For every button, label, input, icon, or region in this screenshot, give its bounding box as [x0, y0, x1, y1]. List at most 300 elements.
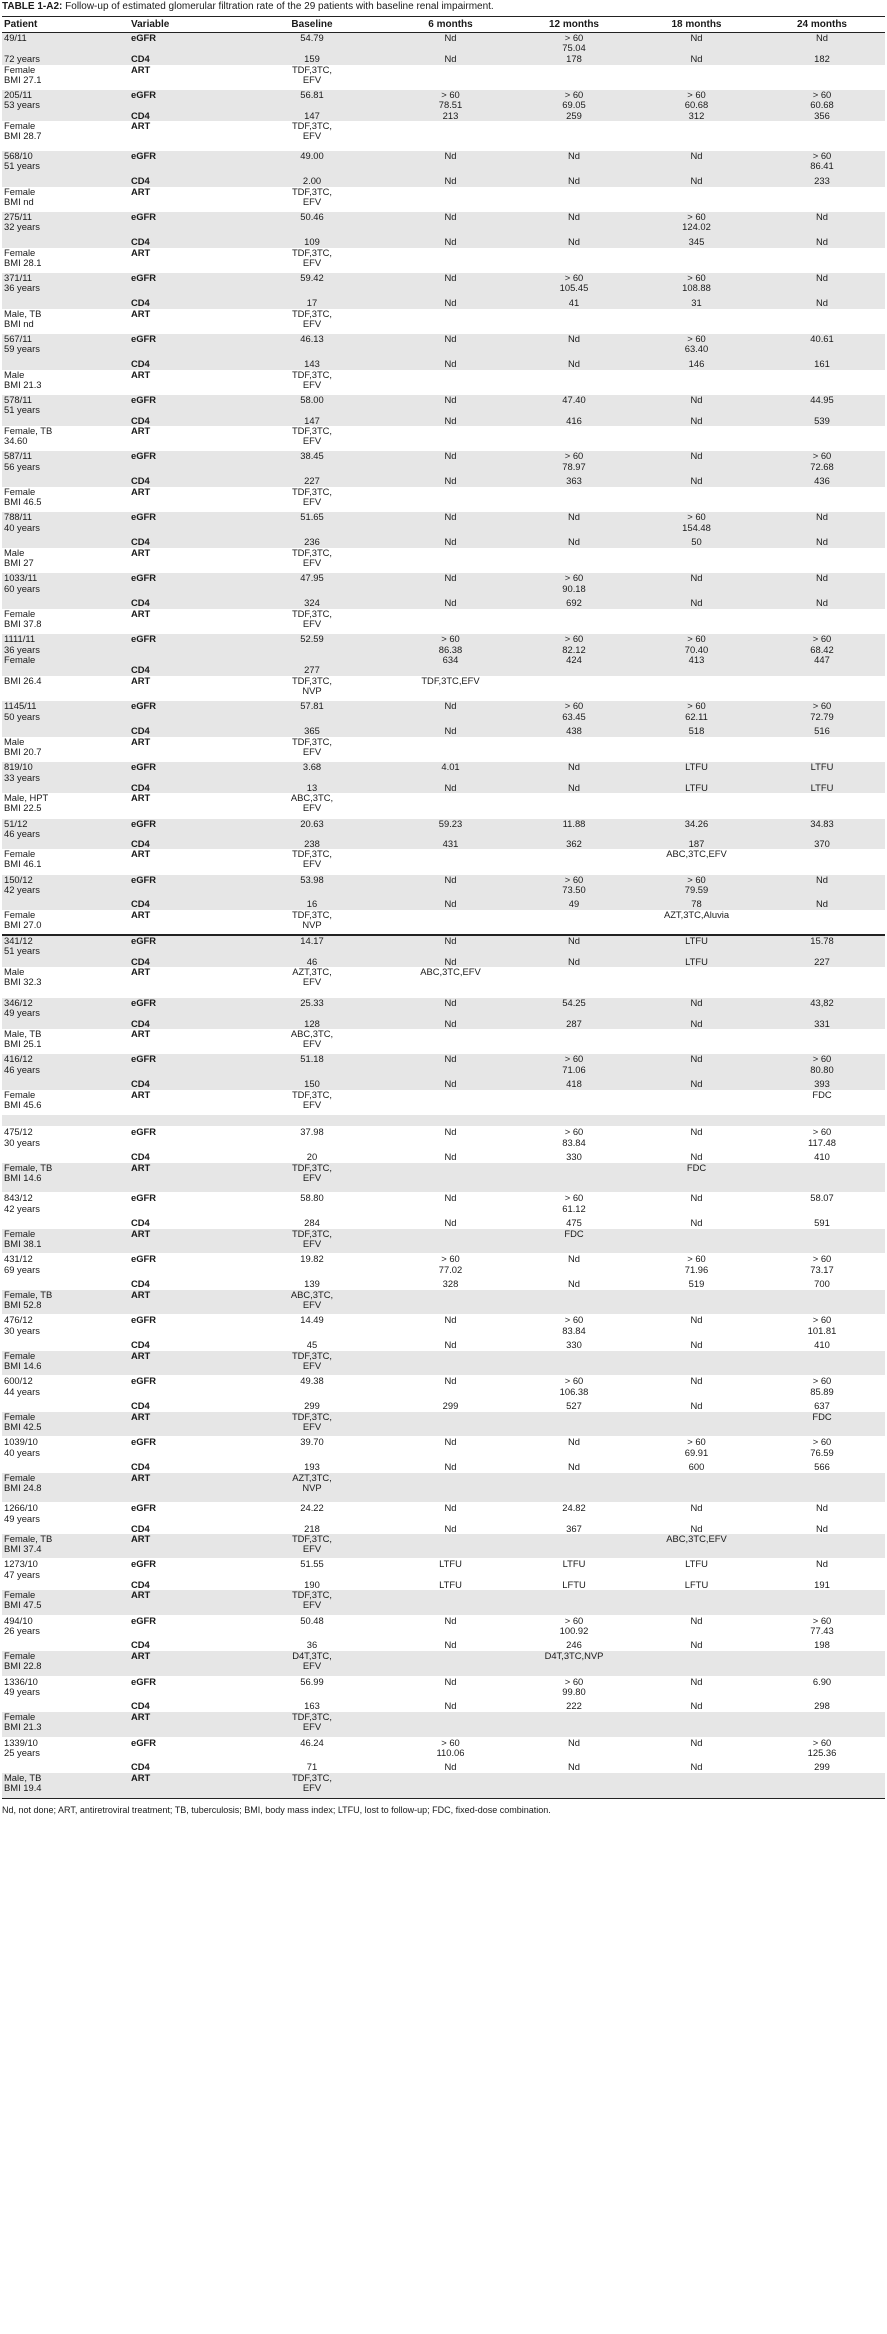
patient-group [2, 212, 885, 273]
table-row [2, 1351, 885, 1376]
patient-cell: 587/11 56 years [2, 451, 129, 476]
month-18-cell: Nd [690, 1399, 703, 1411]
month-12-cell [514, 967, 634, 998]
month-24-cell: > 60 76.59 [810, 1436, 834, 1458]
month-12-cell: 41 [514, 298, 634, 309]
baseline-cell: 19.82 [300, 1253, 324, 1265]
month-24-cell: 34.83 [759, 818, 885, 839]
table-caption-text: Follow-up of estimated glomerular filtration rate of the 29 patients with baseline renal impairment. [62, 1, 494, 12]
baseline-cell: 236 [237, 537, 387, 548]
patient-group [2, 634, 885, 701]
month-6-cell: Nd [444, 1614, 457, 1626]
table-row [2, 65, 885, 90]
variable-cell: CD4 [129, 416, 237, 426]
month-24-cell: 40.61 [759, 334, 885, 359]
table-row [2, 998, 885, 1019]
patient-cell: Female, TB 34.60 [4, 424, 53, 447]
baseline-cell: TDF,3TC, EFV [237, 1590, 387, 1615]
variable-cell: eGFR [131, 1614, 157, 1626]
patient-cell: 346/12 49 years [2, 998, 129, 1019]
month-12-cell: 438 [514, 726, 634, 737]
month-12-cell: Nd [514, 783, 634, 793]
month-18-cell [634, 248, 759, 273]
table-row [2, 1773, 885, 1798]
baseline-cell: AZT,3TC, EFV [292, 965, 332, 987]
baseline-cell: TDF,3TC, EFV [291, 1088, 333, 1111]
month-24-cell: Nd [759, 273, 885, 298]
baseline-cell: 16 [237, 899, 387, 910]
variable-cell: eGFR [129, 33, 237, 54]
patient-cell: Female, TB BMI 14.6 [2, 1163, 129, 1193]
month-18-cell: 31 [634, 298, 759, 309]
month-18-cell: Nd [690, 1375, 703, 1387]
table-row [2, 426, 885, 451]
variable-cell: CD4 [129, 726, 237, 737]
month-24-cell [759, 967, 885, 998]
month-18-cell [634, 1029, 759, 1054]
table-row [2, 1712, 885, 1737]
patient-group [2, 33, 885, 90]
month-24-cell: 43,82 [759, 998, 885, 1019]
month-6-cell: Nd [387, 359, 514, 370]
month-12-cell: > 60 75.04 [514, 33, 634, 54]
month-24-cell: Nd [759, 899, 885, 910]
baseline-cell: 37.98 [300, 1126, 324, 1138]
month-24-cell: 15.78 [759, 935, 885, 956]
month-12-cell [514, 737, 634, 762]
month-12-cell: Nd [514, 176, 634, 187]
patient-group [2, 1315, 885, 1376]
table-row [2, 793, 885, 818]
patient-group [2, 151, 885, 212]
month-18-cell: 600 [688, 1460, 705, 1472]
month-24-cell [759, 793, 885, 818]
variable-cell: eGFR [129, 151, 237, 176]
variable-cell: CD4 [129, 783, 237, 793]
baseline-cell: 150 [237, 1079, 387, 1090]
patient-cell: Female BMI 37.8 [4, 607, 42, 630]
month-6-cell: Nd [444, 1502, 457, 1514]
month-24-cell [759, 1473, 885, 1503]
month-6-cell [387, 370, 514, 395]
baseline-cell: 56.99 [300, 1675, 324, 1687]
header-row [2, 17, 885, 33]
variable-cell: eGFR [131, 1253, 157, 1265]
patient-cell: 1111/11 36 years Female [2, 634, 129, 665]
month-6-cell [387, 65, 514, 90]
month-12-cell: LTFU [562, 1558, 586, 1570]
month-24-cell: 410 [814, 1338, 830, 1350]
patient-cell: 72 years [2, 54, 129, 65]
month-18-cell [634, 1229, 759, 1254]
month-24-cell [759, 370, 885, 395]
baseline-cell: 2.00 [237, 176, 387, 187]
month-18-cell: LTFU [634, 935, 759, 956]
variable-cell: ART [131, 1088, 151, 1100]
baseline-cell: D4T,3TC, EFV [237, 1651, 387, 1676]
variable-cell: ART [131, 368, 151, 380]
month-6-cell [387, 548, 514, 573]
month-12-cell: 527 [566, 1399, 582, 1411]
month-24-cell [759, 1590, 885, 1615]
baseline-cell: TDF,3TC, EFV [237, 1773, 387, 1798]
month-12-cell: > 60 71.06 [514, 1054, 634, 1079]
month-12-cell: 47.40 [514, 395, 634, 416]
baseline-cell: 147 [237, 416, 387, 426]
month-6-cell: Nd [387, 451, 514, 476]
month-12-cell: Nd [568, 1736, 580, 1748]
variable-cell: ART [131, 424, 151, 436]
patient-cell: Female BMI 42.5 [2, 1412, 129, 1437]
table-row [2, 548, 885, 573]
month-24-cell [759, 187, 885, 212]
month-24-cell [759, 1773, 885, 1798]
patient-cell: Male BMI 32.3 [4, 965, 42, 987]
month-24-cell [759, 426, 885, 451]
variable-cell: eGFR [129, 818, 237, 839]
month-6-cell: Nd [444, 1639, 457, 1651]
month-6-cell: Nd [444, 1150, 457, 1162]
month-18-cell: Nd [634, 1079, 759, 1090]
patient-cell: Female BMI 24.8 [2, 1473, 129, 1503]
month-18-cell: Nd [690, 1639, 703, 1651]
patient-cell: Male, TB BMI 25.1 [4, 1027, 42, 1050]
month-18-cell: Nd [634, 395, 759, 416]
baseline-cell: 159 [237, 54, 387, 65]
baseline-cell: 218 [304, 1522, 320, 1534]
table-row [2, 1376, 885, 1401]
month-24-cell [759, 609, 885, 634]
month-6-cell: Nd [387, 176, 514, 187]
month-6-cell [387, 1029, 514, 1054]
month-6-cell: Nd [387, 33, 514, 54]
month-24-cell [759, 1712, 885, 1737]
patient-cell: 843/12 42 years [4, 1192, 40, 1214]
patient-cell [2, 1115, 129, 1127]
month-24-cell: 539 [759, 416, 885, 426]
month-18-cell: Nd [690, 1216, 703, 1228]
variable-cell: CD4 [131, 1338, 150, 1350]
month-18-cell: Nd [690, 1675, 703, 1687]
month-24-cell [759, 1029, 885, 1054]
month-6-cell: 213 [387, 111, 514, 121]
patient-cell: Female BMI 27.1 [4, 63, 42, 85]
month-24-cell [759, 1115, 885, 1127]
table-row [2, 1651, 885, 1676]
month-18-cell: FDC [634, 1163, 759, 1193]
variable-cell: CD4 [131, 1277, 150, 1289]
month-6-cell [387, 1712, 514, 1737]
baseline-cell: 50.48 [300, 1614, 324, 1626]
month-6-cell: > 60 86.38 634 [387, 634, 514, 665]
variable-cell: ART [131, 485, 151, 497]
patient-group [2, 1376, 885, 1437]
patient-cell: 51/12 46 years [2, 818, 129, 839]
table-row [2, 151, 885, 176]
month-6-cell: 328 [442, 1277, 459, 1289]
month-18-cell [634, 187, 759, 212]
table-row [2, 737, 885, 762]
variable-cell: eGFR [129, 935, 237, 956]
month-18-cell: Nd [634, 416, 759, 426]
variable-cell: ART [129, 1534, 237, 1559]
month-18-cell [634, 65, 759, 90]
variable-cell: CD4 [131, 1578, 150, 1590]
baseline-cell: TDF,3TC, NVP [291, 674, 333, 697]
month-6-cell: Nd [444, 1675, 457, 1687]
month-6-cell: Nd [387, 1019, 514, 1029]
month-12-cell [514, 665, 634, 676]
month-24-cell [759, 1163, 885, 1193]
patient-group [2, 874, 885, 935]
month-12-cell: 49 [514, 899, 634, 910]
month-6-cell [387, 1115, 514, 1127]
month-12-cell [514, 548, 634, 573]
baseline-cell: 299 [304, 1399, 320, 1411]
month-18-cell: 50 [634, 537, 759, 548]
month-18-cell: 187 [634, 839, 759, 849]
patient-cell: 1273/10 47 years [4, 1558, 40, 1580]
month-18-cell: Nd [690, 1338, 703, 1350]
month-12-cell [514, 1534, 634, 1559]
month-6-cell: Nd [387, 54, 514, 65]
month-6-cell: Nd [387, 476, 514, 487]
month-12-cell: FDC [514, 1229, 634, 1254]
baseline-cell: 46 [237, 957, 387, 967]
month-6-cell [387, 187, 514, 212]
variable-cell: ART [129, 1773, 237, 1798]
patient-cell: 49/11 [2, 33, 129, 54]
month-18-cell: Nd [634, 54, 759, 65]
patient-cell: Female BMI 14.6 [2, 1351, 129, 1376]
month-6-cell: Nd [444, 1338, 457, 1350]
month-24-cell: 566 [814, 1460, 830, 1472]
month-18-cell: 146 [634, 359, 759, 370]
month-6-cell: Nd [387, 957, 514, 967]
month-12-cell: > 60 63.45 [514, 701, 634, 726]
table-caption-label: TABLE 1-A2: [2, 1, 63, 12]
baseline-cell: 163 [304, 1700, 320, 1712]
variable-cell: CD4 [129, 476, 237, 487]
month-6-cell [387, 1773, 514, 1798]
month-18-cell [634, 487, 759, 512]
variable-cell: ART [131, 246, 151, 258]
month-18-cell: > 60 62.11 [634, 701, 759, 726]
month-12-cell: Nd [514, 237, 634, 248]
table-row [2, 1437, 885, 1462]
month-18-cell: Nd [634, 573, 759, 598]
month-18-cell: 345 [634, 237, 759, 248]
baseline-cell [237, 1115, 387, 1127]
month-12-cell: > 60 90.18 [514, 573, 634, 598]
month-12-cell: > 60 106.38 [559, 1375, 589, 1397]
month-6-cell: Nd [444, 1436, 457, 1448]
month-6-cell: Nd [387, 573, 514, 598]
variable-cell: eGFR [131, 1558, 157, 1570]
baseline-cell: TDF,3TC, EFV [291, 185, 333, 207]
baseline-cell: 139 [304, 1277, 320, 1289]
month-6-cell: Nd [387, 783, 514, 793]
month-18-cell: ABC,3TC,EFV [634, 1534, 759, 1559]
baseline-cell: 238 [237, 839, 387, 849]
table-row [2, 1054, 885, 1079]
month-6-cell: Nd [387, 701, 514, 726]
baseline-cell: 39.70 [300, 1436, 324, 1448]
month-24-cell: > 60 73.17 [810, 1253, 834, 1275]
baseline-cell: TDF,3TC, EFV [291, 848, 333, 870]
patient-group [2, 573, 885, 634]
month-24-cell: 436 [759, 476, 885, 487]
patient-group [2, 512, 885, 573]
month-6-cell: Nd [387, 416, 514, 426]
month-6-cell: Nd [387, 273, 514, 298]
month-6-cell: Nd [444, 1460, 457, 1472]
month-12-cell [514, 793, 634, 818]
month-18-cell [634, 1712, 759, 1737]
month-12-cell: 222 [566, 1700, 582, 1712]
baseline-cell: 324 [237, 598, 387, 609]
month-24-cell [759, 548, 885, 573]
month-18-cell: > 60 154.48 [634, 512, 759, 537]
patient-cell: 788/11 40 years [2, 512, 129, 537]
month-6-cell: Nd [444, 1314, 457, 1326]
month-12-cell [514, 1029, 634, 1054]
variable-cell: eGFR [129, 334, 237, 359]
month-12-cell: > 60 82.12 424 [514, 634, 634, 665]
column-header-24-months: 24 months [759, 17, 885, 33]
month-18-cell [634, 1351, 759, 1376]
month-6-cell: 299 [442, 1399, 459, 1411]
month-24-cell: > 60 60.68 [759, 90, 885, 111]
month-6-cell [387, 1290, 514, 1315]
month-24-cell [759, 248, 885, 273]
table-row [2, 573, 885, 598]
patient-cell: Male BMI 27 [4, 546, 34, 569]
month-6-cell: Nd [387, 598, 514, 609]
patient-cell: 416/12 46 years [2, 1054, 129, 1079]
month-24-cell: 198 [814, 1639, 830, 1651]
variable-cell: eGFR [129, 395, 237, 416]
month-18-cell: Nd [690, 1502, 703, 1514]
month-24-cell: Nd [759, 874, 885, 899]
month-18-cell [634, 1090, 759, 1115]
variable-cell: eGFR [131, 1314, 157, 1326]
variable-cell: CD4 [131, 1639, 150, 1651]
baseline-cell: TDF,3TC, EFV [291, 546, 333, 569]
month-6-cell: Nd [387, 899, 514, 910]
month-18-cell: Nd [634, 476, 759, 487]
month-18-cell: > 60 69.91 [684, 1436, 709, 1458]
patient-group [2, 1193, 885, 1254]
variable-cell: ART [129, 1351, 237, 1376]
month-12-cell [514, 426, 634, 451]
month-6-cell [387, 1590, 514, 1615]
variable-cell: eGFR [131, 1502, 157, 1514]
variable-cell: ART [131, 607, 151, 619]
month-6-cell: 4.01 [387, 762, 514, 783]
variable-cell: eGFR [129, 512, 237, 537]
month-12-cell: > 60 73.50 [514, 874, 634, 899]
patient-cell: 205/11 53 years [2, 90, 129, 111]
month-18-cell: LTFU [634, 762, 759, 783]
month-6-cell: Nd [387, 537, 514, 548]
month-24-cell [759, 309, 885, 334]
month-6-cell: Nd [387, 935, 514, 956]
month-18-cell: LTFU [634, 783, 759, 793]
month-24-cell: 6.90 [812, 1675, 832, 1687]
baseline-cell: 24.22 [300, 1502, 324, 1514]
patient-cell: 475/12 30 years [4, 1126, 40, 1148]
baseline-cell: TDF,3TC, EFV [291, 246, 333, 268]
month-24-cell: 370 [759, 839, 885, 849]
variable-cell: eGFR [129, 573, 237, 598]
baseline-cell: 59.42 [237, 273, 387, 298]
month-24-cell: 393 [759, 1079, 885, 1090]
month-12-cell [514, 1115, 634, 1127]
patient-group [2, 1737, 885, 1798]
month-6-cell: Nd [444, 1126, 457, 1138]
variable-cell: CD4 [129, 359, 237, 370]
variable-cell: CD4 [129, 537, 237, 548]
variable-cell: CD4 [131, 1460, 150, 1472]
table-row [2, 1473, 885, 1503]
variable-cell: eGFR [129, 762, 237, 783]
patient-cell: Male, TB BMI 19.4 [2, 1773, 129, 1798]
month-12-cell: > 60 69.05 [514, 90, 634, 111]
variable-cell: CD4 [131, 1150, 150, 1162]
month-18-cell [634, 1473, 759, 1503]
baseline-cell: 147 [237, 111, 387, 121]
month-24-cell [759, 849, 885, 874]
month-24-cell: Nd [759, 298, 885, 309]
variable-cell: CD4 [131, 1761, 150, 1773]
month-12-cell: > 60 105.45 [514, 273, 634, 298]
month-12-cell: > 60 83.84 [562, 1126, 586, 1148]
patient-cell: 431/12 69 years [4, 1253, 40, 1275]
variable-cell: ART [131, 119, 151, 131]
baseline-cell: 54.79 [237, 33, 387, 54]
table-row [2, 935, 885, 956]
month-24-cell [759, 665, 885, 676]
month-24-cell: 233 [759, 176, 885, 187]
month-6-cell [387, 1163, 514, 1193]
month-18-cell [634, 665, 759, 676]
month-6-cell [387, 1534, 514, 1559]
month-6-cell [387, 609, 514, 634]
month-18-cell [634, 609, 759, 634]
patient-cell: 1339/10 25 years [4, 1736, 40, 1758]
baseline-cell: 365 [237, 726, 387, 737]
month-12-cell: 692 [514, 598, 634, 609]
baseline-cell: 143 [237, 359, 387, 370]
month-18-cell: > 60 60.68 [634, 90, 759, 111]
month-18-cell [634, 967, 759, 998]
month-18-cell: Nd [634, 1019, 759, 1029]
variable-cell: eGFR [129, 451, 237, 476]
month-24-cell [759, 1534, 885, 1559]
month-18-cell: Nd [634, 151, 759, 176]
month-12-cell: 24.82 [562, 1502, 586, 1514]
column-header-6-months: 6 months [387, 17, 514, 33]
month-6-cell: Nd [444, 1700, 457, 1712]
table-row [2, 273, 885, 298]
patient-cell: 275/11 32 years [2, 212, 129, 237]
patient-cell: 1033/11 60 years [2, 573, 129, 598]
month-6-cell [387, 487, 514, 512]
month-12-cell: 178 [514, 54, 634, 65]
variable-cell: ART [129, 1651, 237, 1676]
month-12-cell: 330 [566, 1150, 582, 1162]
